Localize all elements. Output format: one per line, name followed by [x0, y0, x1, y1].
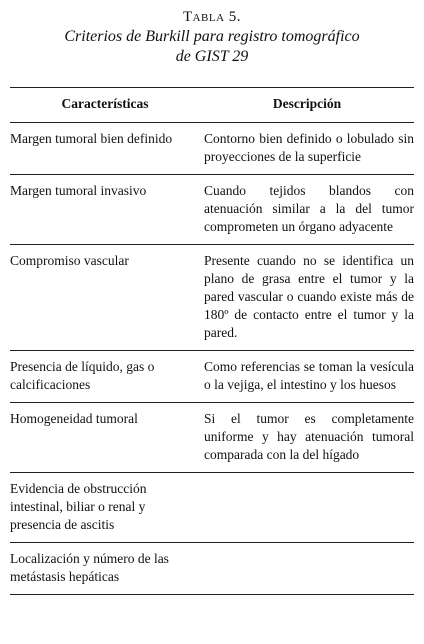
- row-description: Como referencias se toman la vesícula o la vejiga, el intestino y los huesos: [200, 351, 414, 403]
- row-description: [200, 543, 414, 595]
- header-description: Descripción: [200, 88, 414, 123]
- row-description: Contorno bien definido o lobulado sin proyecciones de la superficie: [200, 123, 414, 175]
- table-row: [10, 123, 414, 175]
- table-title-line-1: Criterios de Burkill para registro tomográfico: [64, 28, 360, 45]
- table-row: [10, 351, 414, 403]
- table-title-line-2: de GIST 29: [175, 48, 249, 65]
- row-feature: Margen tumoral invasivo: [10, 175, 200, 245]
- criteria-table: [10, 87, 414, 595]
- table-header-row: [10, 88, 414, 123]
- table-row: [10, 473, 414, 543]
- row-feature: Homogeneidad tumoral: [10, 403, 200, 473]
- table-row: [10, 543, 414, 595]
- table-label: Tabla 5.: [182, 9, 242, 25]
- row-feature: Margen tumoral bien definido: [10, 123, 200, 175]
- row-description: [200, 473, 414, 543]
- header-features: Características: [10, 88, 200, 123]
- table-row: [10, 175, 414, 245]
- row-feature: Compromiso vascular: [10, 245, 200, 351]
- table-row: [10, 403, 414, 473]
- row-feature: Presencia de líquido, gas o calcificaciones: [10, 351, 200, 403]
- row-description: Cuando tejidos blandos con atenuación similar a la del tumor comprometen un órgano adyacente: [200, 175, 414, 245]
- row-feature: Evidencia de obstrucción intestinal, biliar o renal y presencia de ascitis: [10, 473, 200, 543]
- row-description: Presente cuando no se identifica un plano de grasa entre el tumor y la pared vascular o cuando existe más de 180º de contacto entre el tumor y la pared.: [200, 245, 414, 351]
- row-description: Si el tumor es completamente uniforme y hay atenuación tumoral comparada con la del hígado: [200, 403, 414, 473]
- row-feature: Localización y número de las metástasis hepáticas: [10, 543, 200, 595]
- table-row: [10, 245, 414, 351]
- table-caption: [0, 0, 424, 66]
